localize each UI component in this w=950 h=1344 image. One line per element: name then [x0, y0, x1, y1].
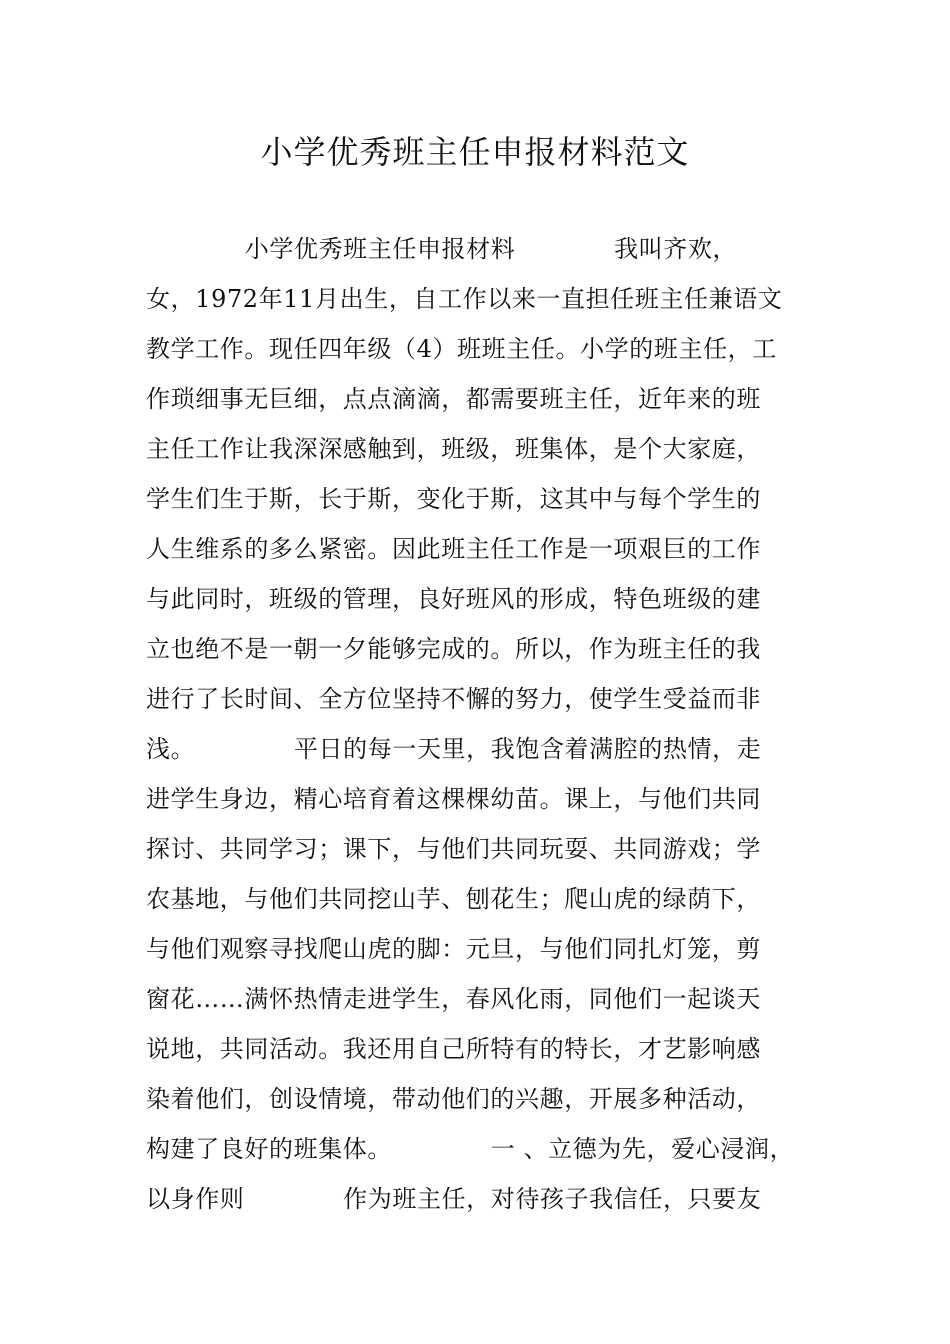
- text-line: 进学生身边，精心培育着这棵棵幼苗。课上，与他们共同: [146, 785, 761, 813]
- text-line: 说地，共同活动。我还用自己所特有的特长，才艺影响感: [146, 1035, 761, 1063]
- text-line: 小学优秀班主任申报材料 我叫齐欢，: [146, 235, 738, 263]
- text-line: 学生们生于斯，长于斯，变化于斯，这其中与每个学生的: [146, 485, 761, 513]
- text-line: 与他们观察寻找爬山虎的脚：元旦，与他们同扎灯笼，剪: [146, 935, 761, 963]
- text-line: 与此同时，班级的管理，良好班风的形成，特色班级的建: [146, 585, 761, 613]
- text-line: 教学工作。现任四年级（4）班班主任。小学的班主任，工: [146, 335, 777, 363]
- body-text: [146, 224, 846, 1224]
- text-line: 窗花……满怀热情走进学生，春风化雨，同他们一起谈天: [146, 985, 761, 1013]
- page-title: 小学优秀班主任申报材料范文: [260, 133, 690, 171]
- text-line: 人生维系的多么紧密。因此班主任工作是一项艰巨的工作: [146, 535, 761, 563]
- text-line: 构建了良好的班集体。 一 、立德为先，爱心浸润，: [146, 1135, 795, 1163]
- text-line: 作琐细事无巨细，点点滴滴，都需要班主任，近年来的班: [146, 385, 761, 413]
- text-line: 染着他们，创设情境，带动他们的兴趣，开展多种活动，: [146, 1085, 761, 1113]
- text-line: 进行了长时间、全方位坚持不懈的努力，使学生受益而非: [146, 685, 761, 713]
- text-line: 农基地，与他们共同挖山芋、刨花生；爬山虎的绿荫下，: [146, 885, 761, 913]
- text-line: 立也绝不是一朝一夕能够完成的。所以，作为班主任的我: [146, 635, 761, 663]
- text-line: 浅。 平日的每一天里，我饱含着满腔的热情，走: [146, 735, 762, 763]
- text-line: 女，1972年11月出生，自工作以来一直担任班主任兼语文: [146, 285, 783, 313]
- text-line: 以身作则 作为班主任，对待孩子我信任，只要友: [146, 1185, 762, 1213]
- text-line: 探讨、共同学习；课下，与他们共同玩耍、共同游戏；学: [146, 835, 761, 863]
- text-line: 主任工作让我深深感触到，班级，班集体，是个大家庭，: [146, 435, 761, 463]
